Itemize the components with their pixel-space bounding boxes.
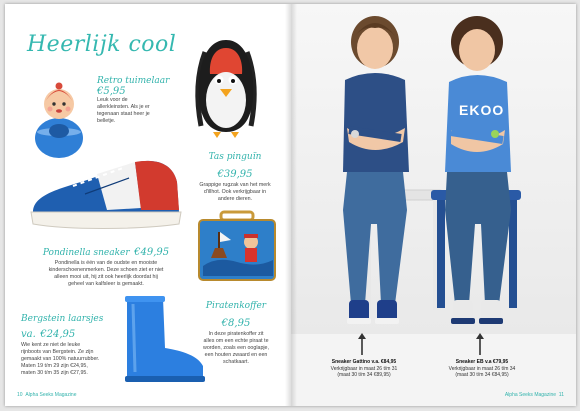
arrow-up-icon xyxy=(475,333,485,355)
product-description: In deze piratenkoffer zit alles om een echte piraat te worden, zoals een ooglapje, een houten zwaard en een schatkaart. xyxy=(203,331,269,365)
product-retro-tumbler xyxy=(97,76,177,125)
caption-sneaker-eb: Sneaker EB v.a €79,95 Verkrijgbaar in maat 26 t/m 34 (maat 30 t/m 34 €84,95) xyxy=(448,359,516,379)
product-description: Leuk voor de allerkleinsten. Als je er tegenaan staat heer je belletje. xyxy=(97,97,150,124)
product-penguin-bag xyxy=(195,146,275,203)
product-name: Pondinella sneaker xyxy=(42,248,130,258)
product-price: €49,95 xyxy=(134,247,170,258)
caption-sneaker-gattino: Sneaker Gattino v.a. €84,95 Verkrijgbaar in maat 26 t/m 31 (maat 30 t/m 34 €89,95) xyxy=(330,359,398,379)
product-name: Retro tuimelaar xyxy=(97,76,170,86)
product-description: Wie kent ze niet de leuke rijnboots van Bergstein. Ze zijn gemaakt van 100% natuurrubber. Maten 19 t/m 29 zijn €24,95, maten 30 t/m 35 zijn €27,95. xyxy=(21,342,100,376)
retro-tumbler-image xyxy=(31,74,87,160)
product-bergstein-boots xyxy=(21,314,111,377)
product-description: Pondinella is één van de oudste en mooiste kinderschoenenmerken. Deze schoen ziet er niet alleen mooi uit, hij zit ook heerlijk doordat hij geheel van kalfsleer is gemaakt. xyxy=(48,260,164,287)
product-name: Bergstein laarsjes xyxy=(21,314,104,324)
product-price: €8,95 xyxy=(221,318,251,329)
page-folio-left: 10 Alpha Seeks Magazine xyxy=(17,392,77,398)
sweater-print: EKOO xyxy=(459,102,505,118)
pirate-chest-image xyxy=(197,210,277,282)
rain-boot-image xyxy=(117,294,209,386)
price-prefix: va. xyxy=(21,329,36,340)
product-pondinella-sneaker xyxy=(27,242,185,288)
product-name: Tas pinguïn xyxy=(208,152,262,162)
right-page xyxy=(291,4,576,406)
penguin-backpack-image xyxy=(183,34,269,140)
page-title: Heerlijk cool xyxy=(27,32,177,57)
pondinella-sneaker-image xyxy=(27,154,185,236)
kids-photo xyxy=(291,4,576,334)
arrow-up-icon xyxy=(357,333,367,355)
page-folio-right: Alpha Seeks Magazine 11 xyxy=(504,392,564,398)
product-price: €5,95 xyxy=(97,86,126,97)
product-price: €24,95 xyxy=(40,329,76,340)
product-price: €39,95 xyxy=(217,169,253,180)
product-name: Piratenkoffer xyxy=(205,301,267,311)
magazine-spread xyxy=(5,4,576,406)
product-description: Grappige rugzak van het merk d'illhot. Ook verkrijgbaar in andere dieren. xyxy=(199,182,271,202)
left-page xyxy=(5,4,291,406)
spread-gutter xyxy=(285,4,297,406)
